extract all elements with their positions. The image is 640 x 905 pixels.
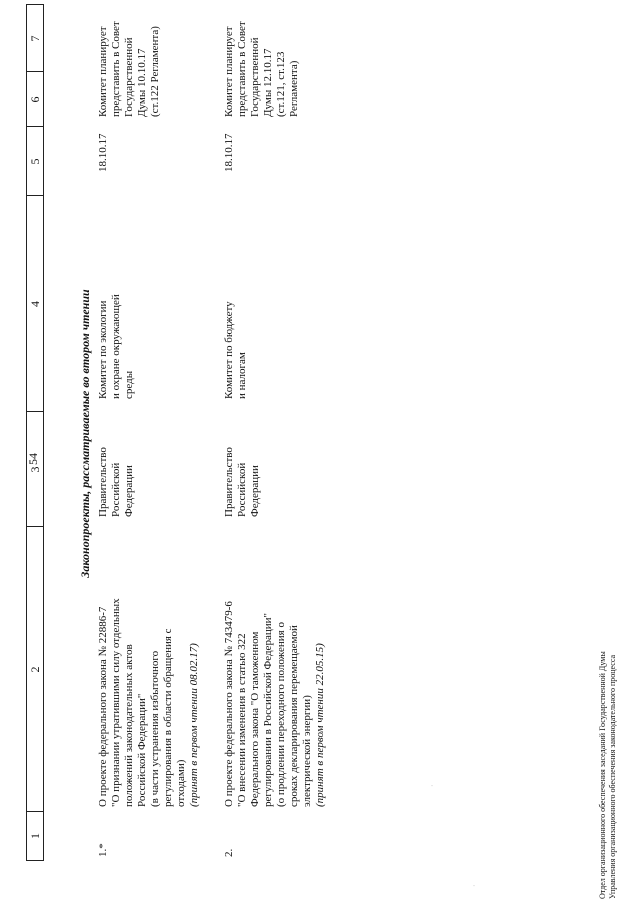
plan-line: представить в Совет [110, 21, 122, 117]
reading-note: (принят в первом чтении 08.02.17) [188, 643, 200, 807]
plan-line: Комитет планирует [223, 26, 235, 117]
plan-line: Государственной [123, 37, 135, 117]
row-1-committee [97, 294, 136, 399]
description-line: "О внесении изменения в статью 322 [236, 633, 248, 807]
column-number-7: 7 [28, 35, 42, 42]
footer [598, 651, 618, 899]
column-number-3: 3 [28, 466, 42, 473]
initiator-line: Правительство [97, 447, 109, 517]
row-2-number: 2. [223, 848, 235, 857]
row-2-description [223, 601, 327, 807]
reading-note: (принят в первом чтении 22.05.15) [314, 643, 326, 807]
row-1-number: 1.* [97, 843, 109, 857]
plan-line: Комитет планирует [97, 26, 109, 117]
column-number-4: 4 [28, 301, 42, 307]
plan-line: Думы 10.10.17 [136, 48, 148, 117]
row-2-initiator [223, 447, 262, 517]
column-number-2: 2 [28, 666, 42, 673]
description-line: О проекте федерального закона № 743479-6 [223, 601, 235, 807]
committee-line: Комитет по бюджету [223, 301, 235, 399]
committee-line: среды [123, 370, 135, 399]
plan-line: Регламента) [288, 60, 300, 117]
row-1-initiator [97, 447, 136, 517]
description-line: электрической энергии) [301, 695, 313, 807]
column-number-5: 5 [28, 158, 42, 165]
description-line: регулирования в области обращения с [162, 628, 174, 807]
plan-line: Думы 12.10.17 [262, 48, 274, 117]
description-line: Федерального закона "О таможенном [249, 631, 261, 807]
description-line: регулировании в Российской Федерации" [262, 613, 274, 807]
column-number-6: 6 [28, 96, 42, 103]
row-1-description [97, 598, 201, 807]
plan-line: (ст.121, ст.123 [275, 51, 287, 117]
description-line: сроках декларирования перемещаемой [288, 625, 300, 807]
initiator-line: Правительство [223, 447, 235, 517]
initiator-line: Российской [110, 462, 122, 517]
section-heading: Законопроекты, рассматриваемые во втором чтении [78, 289, 92, 578]
plan-line: представить в Совет [236, 21, 248, 117]
description-line: положений законодательных актов [123, 644, 135, 807]
committee-line: и налогам [236, 352, 248, 399]
description-line: "О признании утратившими силу отдельных [110, 598, 122, 807]
plan-line: (ст.122 Регламента) [149, 26, 161, 117]
description-line: О проекте федерального закона № 22886-7 [97, 606, 109, 807]
row-2-plan [223, 21, 301, 117]
description-line: (о продлении переходного положения о [275, 622, 287, 807]
plan-line: Государственной [249, 37, 261, 117]
description-line: Российской Федерации" [136, 693, 148, 807]
row-2-committee [223, 301, 249, 399]
column-number-header [26, 4, 44, 861]
initiator-line: Федерации [123, 465, 135, 517]
row-1-plan [97, 21, 162, 117]
initiator-line: Российской [236, 462, 248, 517]
row-1-date: 18.10.17 [97, 133, 109, 172]
description-line: (в части устранения избыточного [149, 650, 161, 807]
initiator-line: Федерации [249, 465, 261, 517]
footer-line: Отдел организационного обеспечения заседаний Государственной Думы [598, 651, 607, 899]
description-line: отходами) [175, 759, 187, 807]
scan-speck: · [428, 784, 437, 787]
column-number-1: 1 [28, 833, 42, 839]
scan-speck: · [470, 884, 479, 887]
row-2-date: 18.10.17 [223, 133, 235, 172]
committee-line: и охране окружающей [110, 294, 122, 399]
footer-line: Управления организационного обеспечения законодательного процесса [608, 654, 617, 899]
page-number: 54 [26, 453, 40, 465]
committee-line: Комитет по экологии [97, 300, 109, 399]
